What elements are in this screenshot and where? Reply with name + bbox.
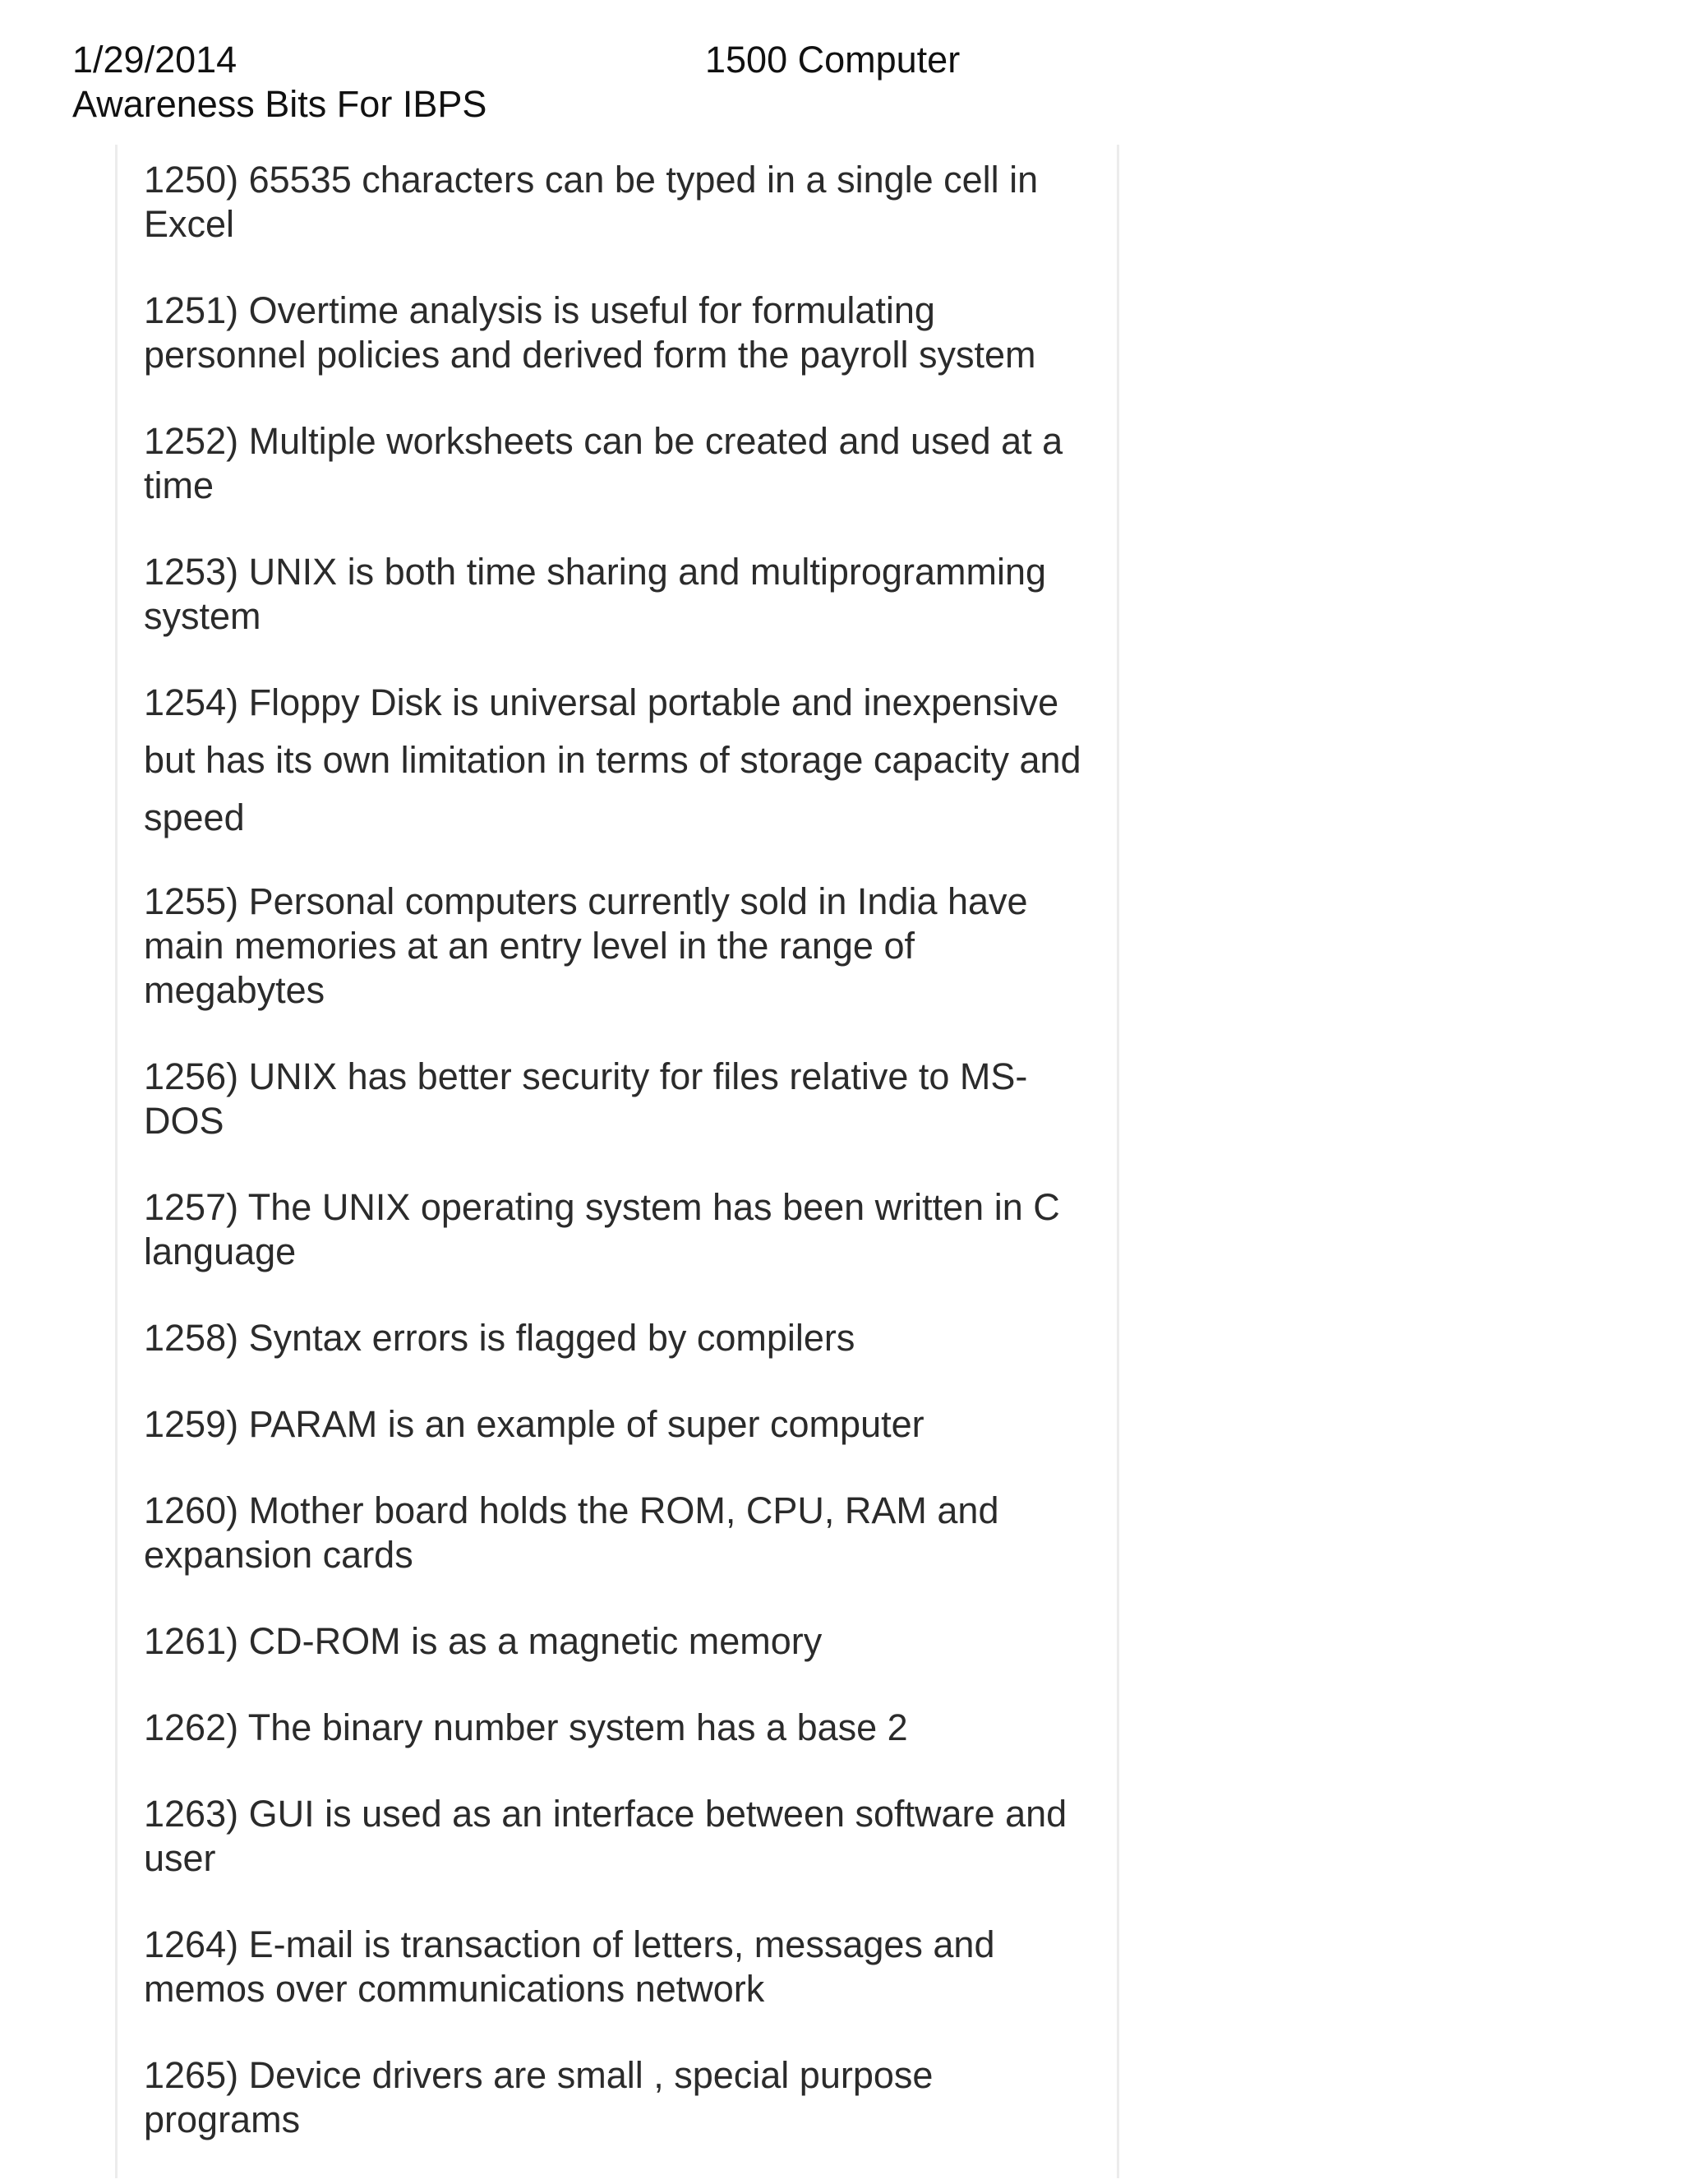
fact-item: 1252) Multiple worksheets can be created and used at a time (144, 420, 1063, 506)
fact-item: 1261) CD-ROM is as a magnetic memory (144, 1620, 823, 1662)
fact-item: 1259) PARAM is an example of super computer (144, 1403, 924, 1445)
facts-list (144, 158, 1097, 2184)
fact-item: 1265) Device drivers are small , special purpose programs (144, 2054, 934, 2140)
fact-item: 1251) Overtime analysis is useful for formulating personnel policies and derived form the payroll system (144, 289, 1036, 376)
print-date: 1/29/2014 (72, 39, 237, 81)
fact-item: 1258) Syntax errors is flagged by compilers (144, 1317, 855, 1359)
fact-item: 1262) The binary number system has a base 2 (144, 1706, 908, 1748)
document-title-line2: Awareness Bits For IBPS (72, 83, 487, 125)
fact-item: 1256) UNIX has better security for files relative to MS-DOS (144, 1055, 1028, 1142)
fact-item: 1253) UNIX is both time sharing and multiprogramming system (144, 551, 1046, 637)
fact-item: 1254) Floppy Disk is universal portable and inexpensive but has its own limitation in terms of storage capacity and speed (144, 681, 1081, 838)
fact-item: 1257) The UNIX operating system has been written in C language (144, 1186, 1060, 1272)
print-header (72, 38, 1058, 136)
fact-item: 1250) 65535 characters can be typed in a single cell in Excel (144, 159, 1039, 245)
fact-item: 1260) Mother board holds the ROM, CPU, RAM and expansion cards (144, 1489, 999, 1576)
fact-item: 1264) E-mail is transaction of letters, messages and memos over communications network (144, 1923, 995, 2010)
document-title-line1: 1500 Computer (705, 39, 961, 81)
fact-item: 1263) GUI is used as an interface between software and user (144, 1793, 1067, 1879)
content-panel (115, 145, 1119, 2178)
fact-item: 1255) Personal computers currently sold in India have main memories at an entry level in the range of megabytes (144, 880, 1028, 1011)
